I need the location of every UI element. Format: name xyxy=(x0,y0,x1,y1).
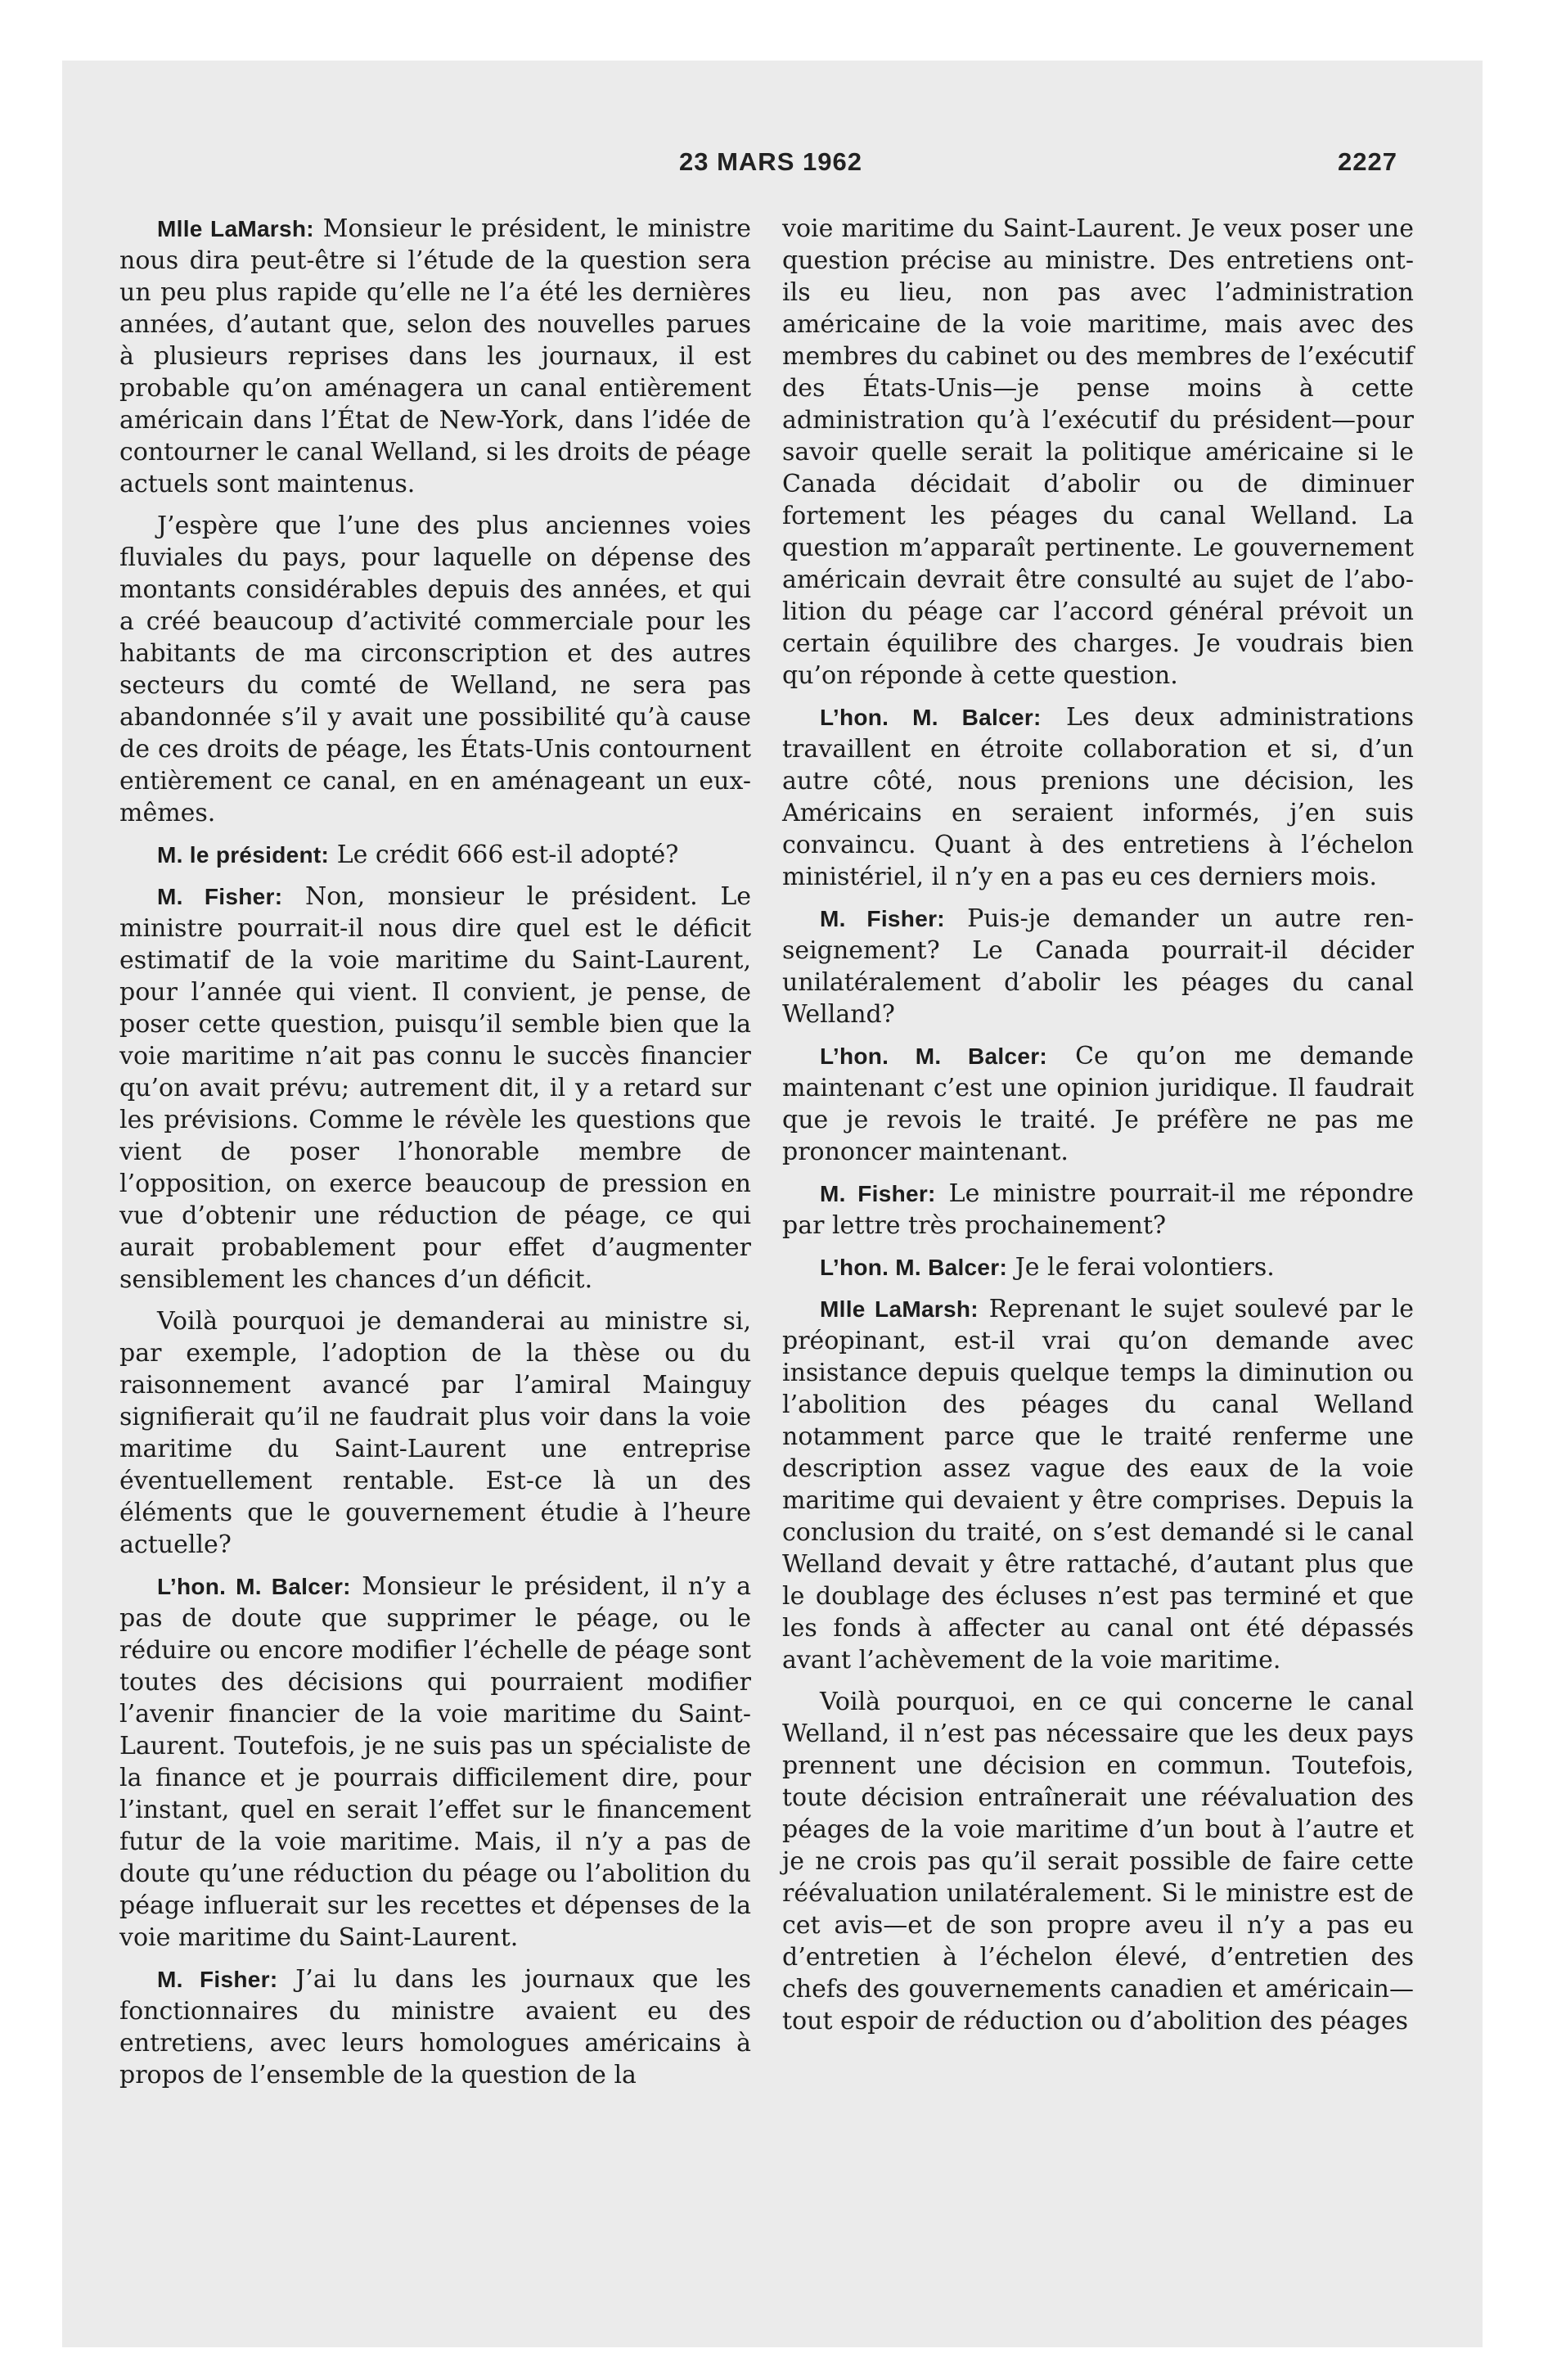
paragraph xyxy=(782,701,1414,893)
paragraph xyxy=(782,1686,1414,2037)
speaker-name: M. le président: xyxy=(157,842,330,868)
paragraph xyxy=(782,903,1414,1030)
paragraph-text: Les deux administrations travaillent en étroite collaboration et si, d’un autre côté, nous prenions une décision, les Américains en seraient informés, j’en suis convaincu. Quant à des entretiens à l’échelon ministériel, il n’y en a pas eu ces derniers mois. xyxy=(782,703,1414,891)
page-number: 2227 xyxy=(1338,147,1397,176)
header-date: 23 MARS 1962 xyxy=(679,147,862,176)
paragraph xyxy=(119,839,751,871)
paragraph-text: Je le ferai volontiers. xyxy=(1015,1253,1275,1282)
right-column xyxy=(782,213,1414,2047)
speaker-name: M. Fisher: xyxy=(157,1967,278,1992)
paragraph-text: J’espère que l’une des plus anciennes voies fluviales du pays, pour laquelle on dépense des montants considérables depuis des années, et qui a créé beaucoup d’activité commerciale pour les habitants de ma circonscription et des autres secteurs du comté de Welland, ne sera pas abandonnée s’il y avait une possibilité qu’à cause de ces droits de péage, les États-Unis contournent entièrement ce canal, en en aménageant un eux-mêmes. xyxy=(119,512,751,827)
paragraph-text: Ce qu’on me demande maintenant c’est une opinion juridique. Il faudrait que je revois le traité. Je préfère ne pas me prononcer maintenant. xyxy=(782,1042,1414,1166)
speaker-name: M. Fisher: xyxy=(820,1181,936,1206)
paragraph xyxy=(119,510,751,829)
paragraph xyxy=(119,213,751,500)
page-header xyxy=(62,147,1483,188)
paragraph-text: voie maritime du Saint-Laurent. Je veux poser une question précise au ministre. Des entretiens ont-ils eu lieu, non pas avec l’administration américaine de la voie maritime, mais avec des membres du cabinet ou des membres de l’exécutif des États-Unis—je pense moins à cette administration qu’à l’exécutif du président—pour savoir quelle serait la politique américaine si le Canada décidait d’abolir ou de diminuer fortement les péages du canal Welland. La question m’apparaît pertinente. Le gouvernement américain devrait être consulté au sujet de l’abolition du péage car l’accord général prévoit un certain équilibre des charges. Je voudrais bien qu’on réponde à cette question. xyxy=(782,214,1414,690)
paragraph-text: Reprenant le sujet soulevé par le préopinant, est-il vrai qu’on demande avec insistance depuis quelque temps la diminution ou l’abolition des péages du canal Welland notamment parce que le traité renferme une description assez vague des eaux de la voie maritime qui devaient y être comprises. Depuis la conclusion du traité, on s’est demandé si le canal Welland devait y être rattaché, d’autant plus que le doublage des écluses n’est pas terminé et que les fonds à affecter au canal ont été dépassés avant l’achèvement de la voie maritime. xyxy=(782,1295,1414,1675)
paragraph xyxy=(119,1571,751,1954)
speaker-name: Mlle LaMarsh: xyxy=(820,1296,979,1322)
paragraph-text: Monsieur le président, le ministre nous dira peut-être si l’étude de la question sera un peu plus rapide qu’elle ne l’a été les dernières années, d’autant que, selon des nouvelles parues à plusieurs reprises dans les journaux, il est probable qu’on aménagera un canal entièrement américain dans l’État de New-York, dans l’idée de contourner le canal Welland, si les droits de péage actuels sont maintenus. xyxy=(119,214,751,498)
speaker-name: L’hon. M. Balcer: xyxy=(820,1044,1048,1069)
paragraph xyxy=(119,1305,751,1561)
paragraph xyxy=(782,1178,1414,1242)
paragraph xyxy=(119,1963,751,2091)
document-page xyxy=(62,61,1483,2347)
paragraph xyxy=(782,1251,1414,1283)
paragraph-text: Voilà pourquoi je demanderai au ministre si, par exemple, l’adoption de la thèse ou du raisonnement avancé par l’amiral Mainguy signifierait qu’il ne faudrait plus voir dans la voie maritime du Saint-Laurent une entreprise éventuellement rentable. Est-ce là un des éléments que le gouvernement étudie à l’heure actuelle? xyxy=(119,1307,751,1559)
paragraph-text: Monsieur le président, il n’y a pas de doute que supprimer le péage, ou le réduire ou encore modifier l’échelle de péage sont toutes des décisions qui pourraient modifier l’avenir financier de la voie maritime du Saint-Laurent. Toutefois, je ne suis pas un spécialiste de la finance et je pourrais difficilement dire, pour l’instant, quel en serait l’effet sur le financement futur de la voie maritime. Mais, il n’y a pas de doute qu’une réduction du péage ou l’abolition du péage influerait sur les recettes et dépenses de la voie maritime du Saint-Laurent. xyxy=(119,1572,751,1952)
paragraph xyxy=(119,881,751,1296)
paragraph-text: Le ministre pourrait-il me répondre par lettre très prochainement? xyxy=(782,1179,1414,1240)
left-column xyxy=(119,213,751,2101)
speaker-name: L’hon. M. Balcer: xyxy=(157,1574,351,1599)
speaker-name: L’hon. M. Balcer: xyxy=(820,1255,1008,1280)
speaker-name: M. Fisher: xyxy=(820,906,945,931)
speaker-name: L’hon. M. Balcer: xyxy=(820,705,1042,730)
paragraph-text: Non, monsieur le président. Le ministre pourrait-il nous dire quel est le déficit estimatif de la voie maritime du Saint-Laurent, pour l’année qui vient. Il convient, je pense, de poser cette question, puisqu’il semble bien que la voie maritime n’ait pas connu le succès financier qu’on avait prévu; autrement dit, il y a retard sur les prévisions. Comme le révèle les questions que vient de poser l’honorable membre de l’opposition, on exerce beaucoup de pression en vue d’obtenir une réduction de péage, ce qui aurait probablement pour effet d’augmenter sensiblement les chances d’un déficit. xyxy=(119,882,752,1294)
paragraph xyxy=(782,213,1414,692)
paragraph-text: J’ai lu dans les journaux que les fonctionnaires du ministre avaient eu des entretiens, avec leurs homologues américains à propos de l’ensemble de la question de la xyxy=(119,1965,751,2089)
paragraph xyxy=(782,1040,1414,1168)
paragraph-text: Le crédit 666 est-il adopté? xyxy=(336,841,679,869)
paragraph-text: Puis-je demander un autre renseignement? Le Canada pourrait-il décider unilatéralement d’abolir les péages du canal Welland? xyxy=(782,904,1414,1029)
speaker-name: Mlle LaMarsh: xyxy=(157,216,314,241)
speaker-name: M. Fisher: xyxy=(157,884,283,909)
paragraph xyxy=(782,1293,1414,1676)
paragraph-text: Voilà pourquoi, en ce qui concerne le canal Welland, il n’est pas nécessaire que les deux pays prennent une décision en commun. Toutefois, toute décision entraînerait une réévaluation des péages de la voie maritime d’un bout à l’autre et je ne crois pas qu’il serait possible de faire cette réévaluation unilatéralement. Si le ministre est de cet avis—et de son propre aveu il n’y a pas eu d’entretien à l’échelon élevé, d’entretien des chefs des gouvernements canadien et américain—tout espoir de réduction ou d’abolition des péages xyxy=(782,1688,1414,2035)
